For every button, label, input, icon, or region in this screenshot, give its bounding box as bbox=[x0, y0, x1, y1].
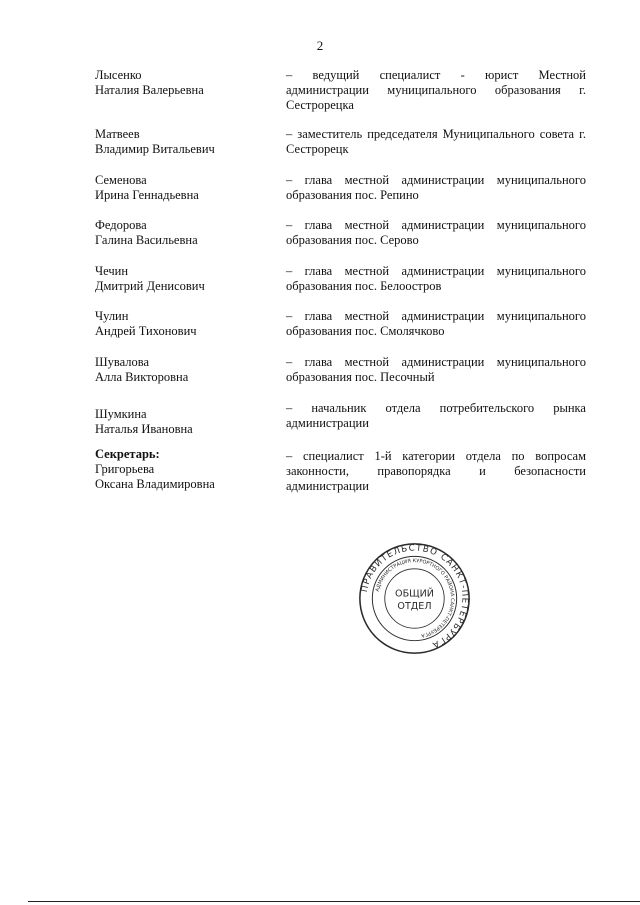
member-role-2: – заместитель председателя Муниципального совета г. Сестрорецк bbox=[286, 127, 586, 156]
member-given-names: Наталья Ивановна bbox=[95, 422, 193, 436]
secretary-surname: Григорьева bbox=[95, 462, 155, 476]
member-name-3 bbox=[95, 173, 275, 203]
secretary-name bbox=[95, 447, 275, 492]
member-surname: Федорова bbox=[95, 218, 147, 232]
member-name-6 bbox=[95, 309, 275, 339]
secretary-role: – специалист 1-й категории отдела по вопросам законности, правопорядка и безопасности администрации bbox=[286, 449, 586, 493]
member-name-8 bbox=[95, 407, 275, 437]
member-given-names: Ирина Геннадьевна bbox=[95, 188, 199, 202]
member-role-7: – глава местной администрации муниципального образования пос. Песочный bbox=[286, 355, 586, 384]
member-role-4: – глава местной администрации муниципального образования пос. Серово bbox=[286, 218, 586, 247]
member-surname: Чулин bbox=[95, 309, 129, 323]
member-role-5: – глава местной администрации муниципального образования пос. Белоостров bbox=[286, 264, 586, 293]
secretary-given-names: Оксана Владимировна bbox=[95, 477, 215, 491]
stamp-center-line-2: ОТДЕЛ bbox=[397, 601, 432, 613]
member-role-8: – начальник отдела потребительского рынка администрации bbox=[286, 401, 586, 430]
member-name-7 bbox=[95, 355, 275, 385]
member-surname: Семенова bbox=[95, 173, 147, 187]
member-surname: Шувалова bbox=[95, 355, 150, 369]
page-bottom-rule bbox=[28, 901, 640, 902]
member-surname: Матвеев bbox=[95, 127, 140, 141]
stamp-center-line-1: ОБЩИЙ bbox=[395, 588, 434, 600]
page-number: 2 bbox=[316, 38, 324, 53]
member-given-names: Галина Васильевна bbox=[95, 233, 198, 247]
member-role-3: – глава местной администрации муниципального образования пос. Репино bbox=[286, 173, 586, 202]
member-role-6: – глава местной администрации муниципального образования пос. Смолячково bbox=[286, 309, 586, 338]
member-name-4 bbox=[95, 218, 275, 248]
member-surname: Лысенко bbox=[95, 68, 142, 82]
member-name-5 bbox=[95, 264, 275, 294]
secretary-label: Секретарь: bbox=[95, 447, 160, 461]
member-role-1: – ведущий специалист - юрист Местной администрации муниципального образования г. Сестрорецка bbox=[286, 68, 586, 112]
member-given-names: Алла Викторовна bbox=[95, 370, 189, 384]
stamp-outer-text: ПРАВИТЕЛЬСТВО САНКТ-ПЕТЕРБУРГА bbox=[359, 543, 470, 650]
official-stamp bbox=[357, 541, 472, 656]
stamp-inner-text: АДМИНИСТРАЦИЯ КУРОРТНОГО РАЙОНА САНКТ-ПЕТЕРБУРГА bbox=[374, 558, 455, 639]
member-name-1 bbox=[95, 68, 275, 98]
member-surname: Чечин bbox=[95, 264, 129, 278]
member-given-names: Владимир Витальевич bbox=[95, 142, 215, 156]
member-given-names: Андрей Тихонович bbox=[95, 324, 197, 338]
member-given-names: Дмитрий Денисович bbox=[95, 279, 205, 293]
member-given-names: Наталия Валерьевна bbox=[95, 83, 204, 97]
member-surname: Шумкина bbox=[95, 407, 147, 421]
member-name-2 bbox=[95, 127, 275, 157]
